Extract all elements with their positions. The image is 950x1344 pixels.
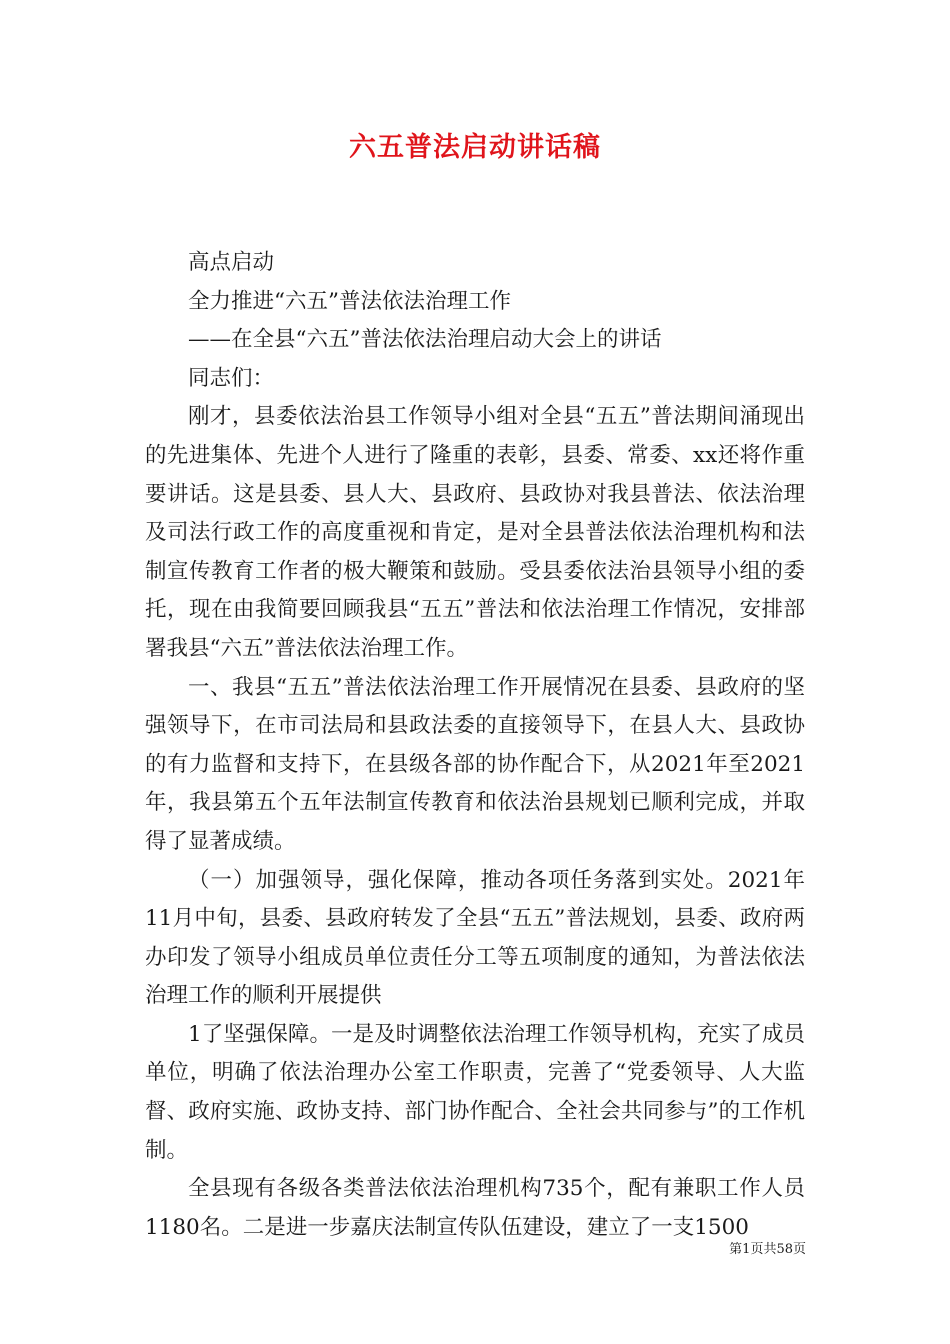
paragraph: 全县现有各级各类普法依法治理机构735个，配有兼职工作人员1180名。二是进一步嘉庆法制宣传队伍建设，建立了一支1500 [145,1176,805,1240]
paragraph: （一）加强领导，强化保障，推动各项任务落到实处。2021年11月中旬，县委、县政府转发了全县“五五”普法规划，县委、政府两办印发了领导小组成员单位责任分工等五项制度的通知，为普法依法治理工作的顺利开展提供 [145,867,805,1009]
document-body [145,244,805,1247]
paragraph-heading-2: 全力推进“六五”普法依法治理工作 [188,288,511,314]
document-title: 六五普法启动讲话稿 [349,132,601,163]
paragraph: 刚才，县委依法治县工作领导小组对全县“五五”普法期间涌现出的先进集体、先进个人进行了隆重的表彰，县委、常委、xx还将作重要讲话。这是县委、县人大、县政府、县政协对我县普法、依法治理及司法行政工作的高度重视和肯定，是对全县普法依法治理机构和法制宣传教育工作者的极大鞭策和鼓励。受县委依法治县领导小组的委托，现在由我简要回顾我县“五五”普法和依法治理工作情况，安排部署我县“六五”普法依法治理工作。 [145,404,805,661]
paragraph-salutation: 同志们： [188,365,275,391]
paragraph: 1了坚强保障。一是及时调整依法治理工作领导机构，充实了成员单位，明确了依法治理办公室工作职责，完善了“党委领导、人大监督、政府实施、政协支持、部门协作配合、全社会共同参与”的工作机制。 [145,1021,805,1163]
page-number: 第1页共58页 [729,1242,806,1257]
paragraph-subtitle: ——在全县“六五”普法依法治理启动大会上的讲话 [188,327,662,353]
paragraph: 一、我县“五五”普法依法治理工作开展情况在县委、县政府的坚强领导下，在市司法局和县政法委的直接领导下，在县人大、县政协的有力监督和支持下，在县级各部的协作配合下，从2021年至2021年，我县第五个五年法制宣传教育和依法治县规划已顺利完成，并取得了显著成绩。 [145,674,805,854]
paragraph-heading-1: 高点启动 [188,250,275,275]
